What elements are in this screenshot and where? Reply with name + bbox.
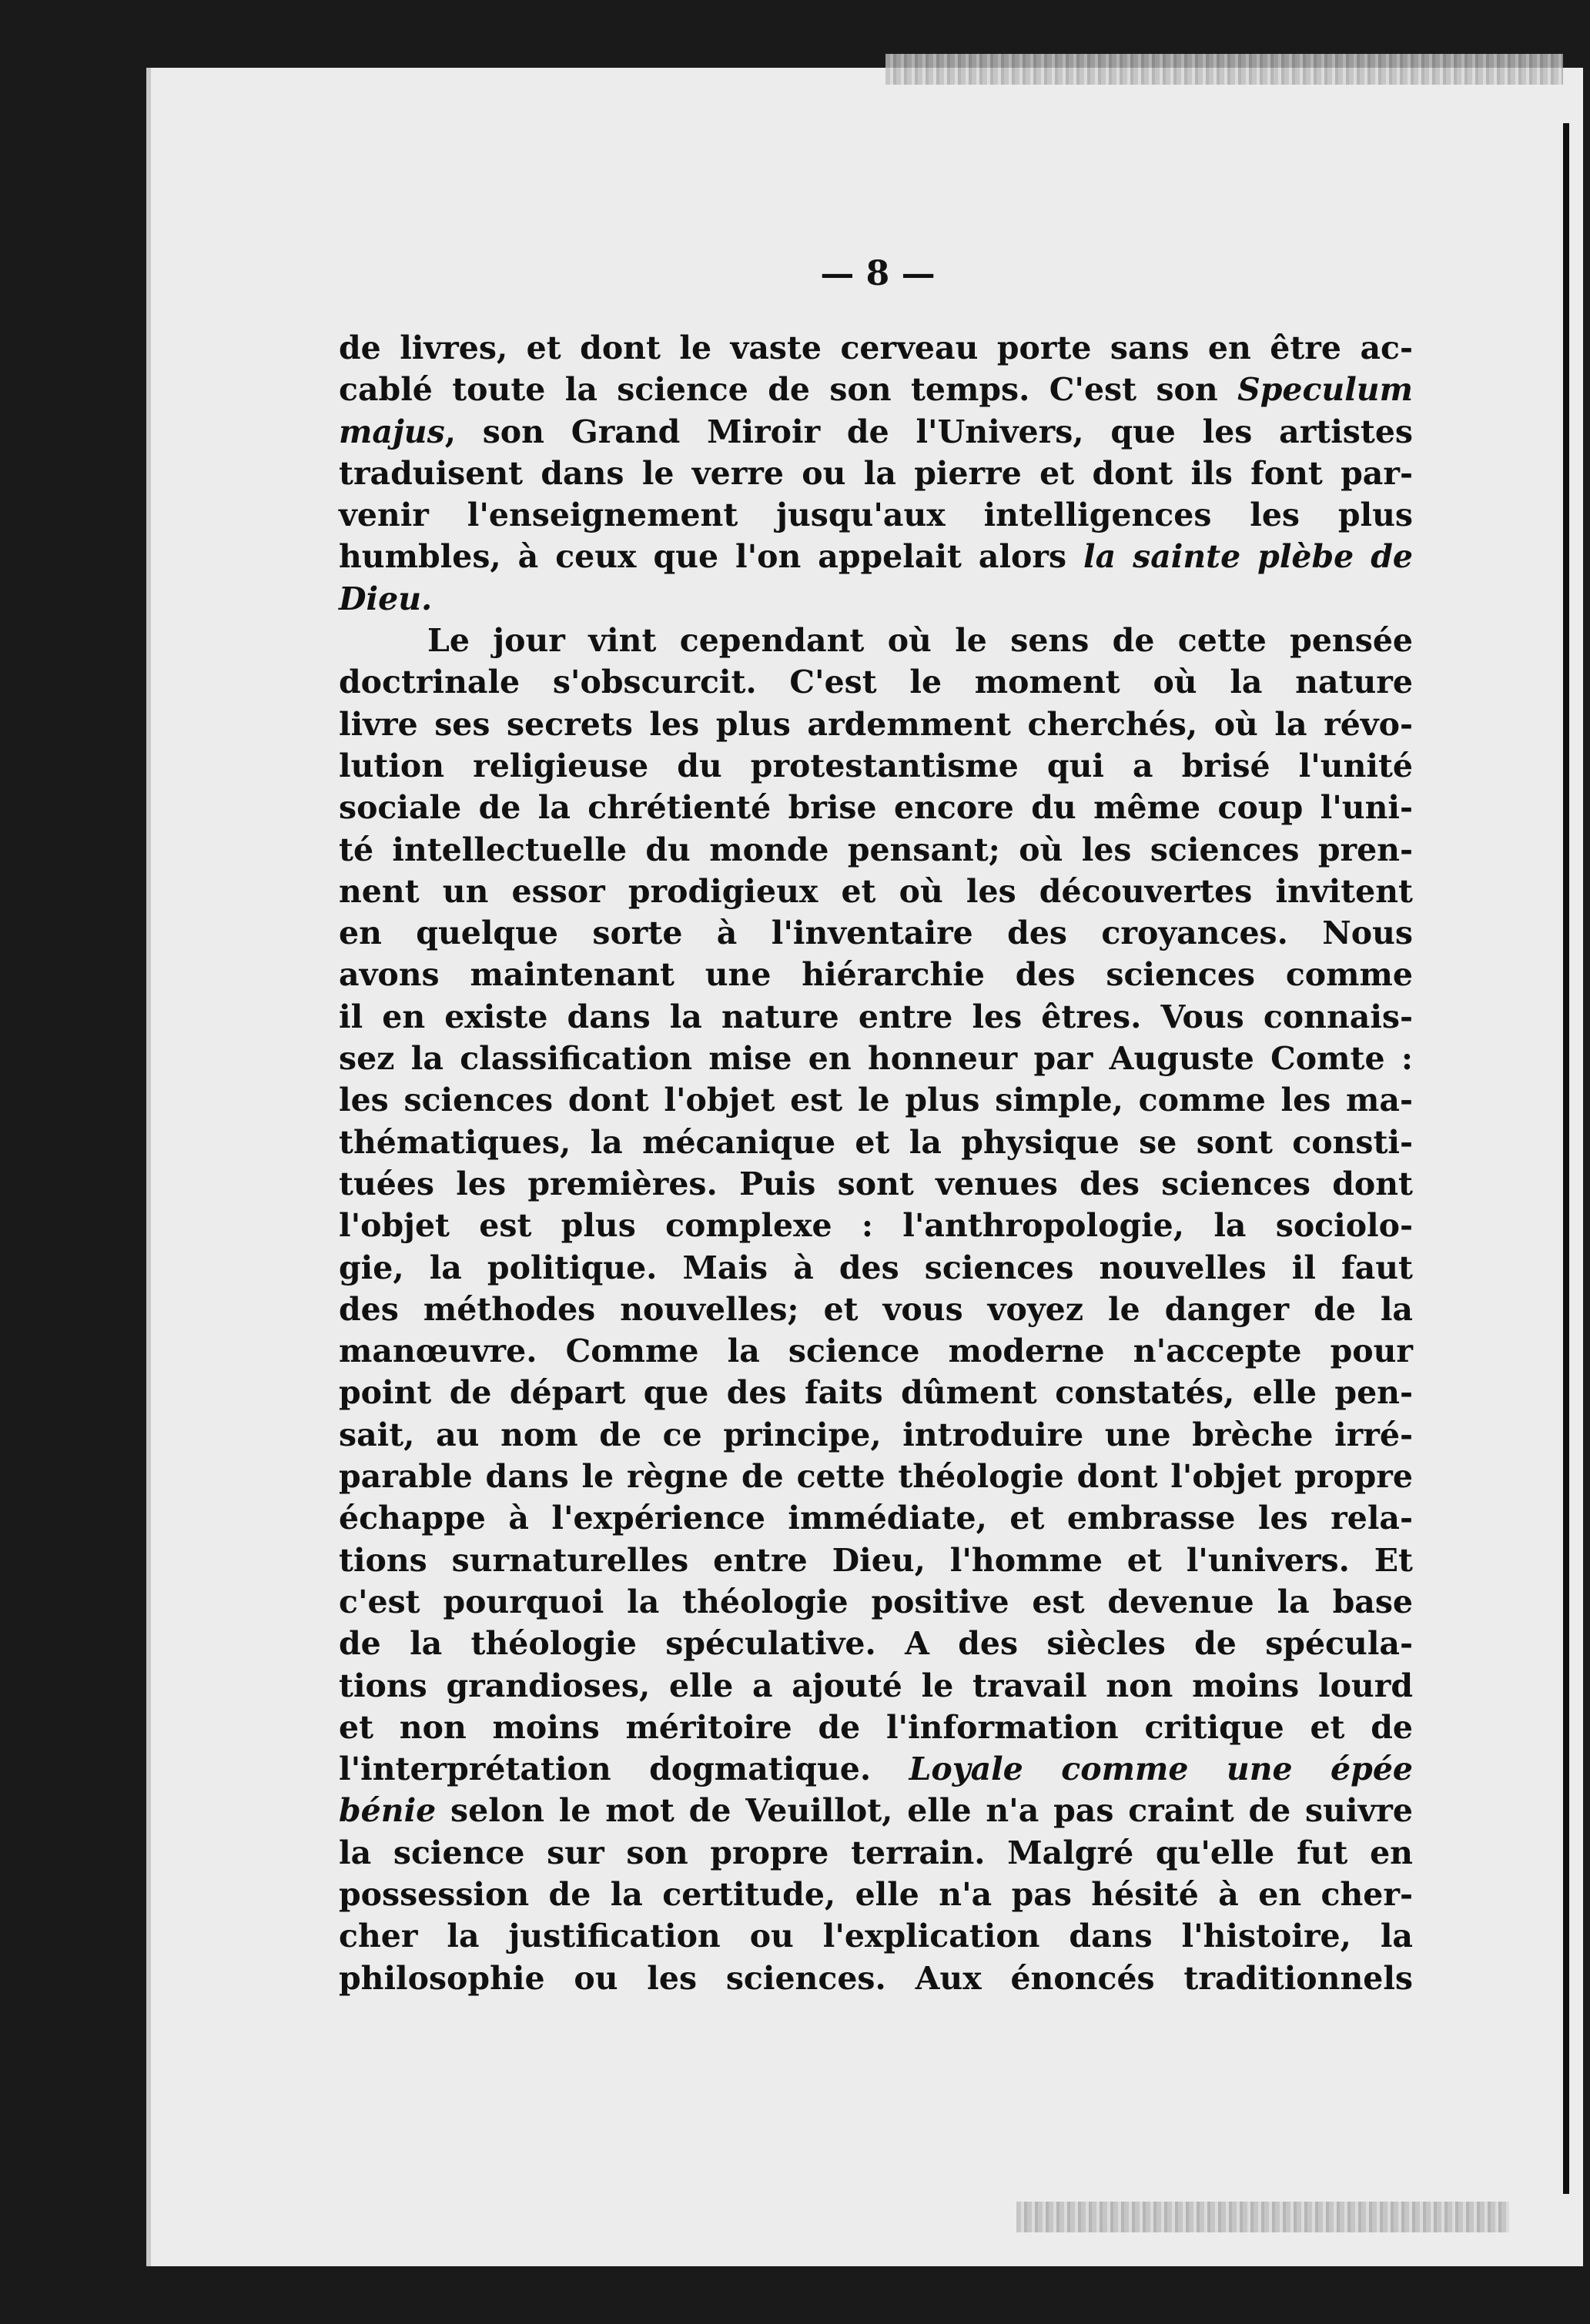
scan-edge-top	[885, 54, 1563, 85]
italic-phrase: bénie	[339, 1792, 437, 1830]
text-line: avons maintenant une hiérarchie des sciences comme	[339, 956, 1413, 994]
text-line: manœuvre. Comme la science moderne n'accepte pour	[339, 1333, 1413, 1370]
text-line: philosophie ou les sciences. Aux énoncés traditionnels	[339, 1959, 1413, 1997]
text-line: té intellectuelle du monde pensant; où les sciences pren-	[339, 831, 1413, 868]
text-line	[339, 578, 1413, 620]
text-line: de la théologie spéculative. A des siècles de spécula-	[339, 1625, 1413, 1663]
text-line: des méthodes nouvelles; et vous voyez le danger de la	[339, 1290, 1413, 1328]
text-line: venir l'enseignement jusqu'aux intelligences les plus	[339, 497, 1413, 534]
text-line: la science sur son propre terrain. Malgré qu'elle fut en	[339, 1834, 1413, 1871]
italic-phrase: Loyale comme une épée	[909, 1751, 1413, 1788]
text-line	[339, 1748, 1413, 1790]
text-line: tions surnaturelles entre Dieu, l'homme et l'univers. Et	[339, 1541, 1413, 1579]
text-line: il en existe dans la nature entre les êtres. Vous connais-	[339, 998, 1413, 1035]
text-line: c'est pourquoi la théologie positive est devenue la base	[339, 1583, 1413, 1620]
text-line: échappe à l'expérience immédiate, et embrasse les rela-	[339, 1500, 1413, 1537]
text-line: lution religieuse du protestantisme qui a brisé l'unité	[339, 747, 1413, 784]
text-line	[339, 369, 1413, 410]
text-line: tions grandioses, elle a ajouté le travail non moins lourd	[339, 1667, 1413, 1704]
text-line	[339, 411, 1413, 453]
text-segment: selon le mot de Veuillot, elle n'a pas craint de suivre	[436, 1792, 1413, 1830]
text-segment: l'interprétation dogmatique.	[339, 1751, 909, 1788]
text-line	[339, 536, 1413, 577]
text-line: sociale de la chrétienté brise encore du même coup l'uni-	[339, 789, 1413, 827]
text-line: point de départ que des faits dûment constatés, elle pen-	[339, 1374, 1413, 1412]
text-line: et non moins méritoire de l'information critique et de	[339, 1708, 1413, 1746]
text-line: en quelque sorte à l'inventaire des croyances. Nous	[339, 915, 1413, 952]
text-line: livre ses secrets les plus ardemment cherchés, où la révo-	[339, 705, 1413, 743]
text-line: doctrinale s'obscurcit. C'est le moment où la nature	[339, 664, 1413, 701]
scan-edge-bottom	[1016, 2202, 1509, 2232]
text-line	[339, 1790, 1413, 1831]
scan-binding-edge	[1563, 123, 1569, 2194]
text-line: l'objet est plus complexe : l'anthropologie, la sociolo-	[339, 1207, 1413, 1245]
text-line: nent un essor prodigieux et où les découvertes invitent	[339, 872, 1413, 910]
text-line: sez la classification mise en honneur par Auguste Comte :	[339, 1040, 1413, 1078]
page-number: — 8 —	[820, 254, 936, 293]
text-line: cher la justification ou l'explication dans l'histoire, la	[339, 1918, 1413, 1955]
text-line: Le jour vint cependant où le sens de cette pensée	[427, 622, 1413, 660]
italic-phrase: la sainte plèbe de	[1083, 538, 1413, 576]
text-line: de livres, et dont le vaste cerveau porte sans en être ac-	[339, 329, 1413, 366]
italic-phrase: majus	[339, 413, 445, 450]
italic-phrase: Speculum	[1237, 371, 1413, 409]
text-segment: , son Grand Miroir de l'Univers, que les artistes	[444, 413, 1413, 450]
text-line: thématiques, la mécanique et la physique se sont consti-	[339, 1123, 1413, 1161]
text-line: les sciences dont l'objet est le plus simple, comme les ma-	[339, 1082, 1413, 1119]
text-segment: humbles, à ceux que l'on appelait alors	[339, 538, 1084, 576]
text-line: possession de la certitude, elle n'a pas hésité à en cher-	[339, 1875, 1413, 1913]
text-segment: cablé toute la science de son temps. C'est son	[339, 371, 1238, 409]
text-line: gie, la politique. Mais à des sciences nouvelles il faut	[339, 1249, 1413, 1286]
text-line: traduisent dans le verre ou la pierre et dont ils font par-	[339, 454, 1413, 492]
text-line: tuées les premières. Puis sont venues des sciences dont	[339, 1165, 1413, 1202]
italic-phrase: Dieu.	[339, 580, 433, 617]
text-line: parable dans le règne de cette théologie dont l'objet propre	[339, 1458, 1413, 1496]
body-text	[339, 327, 1413, 1999]
text-line: sait, au nom de ce principe, introduire une brèche irré-	[339, 1416, 1413, 1453]
